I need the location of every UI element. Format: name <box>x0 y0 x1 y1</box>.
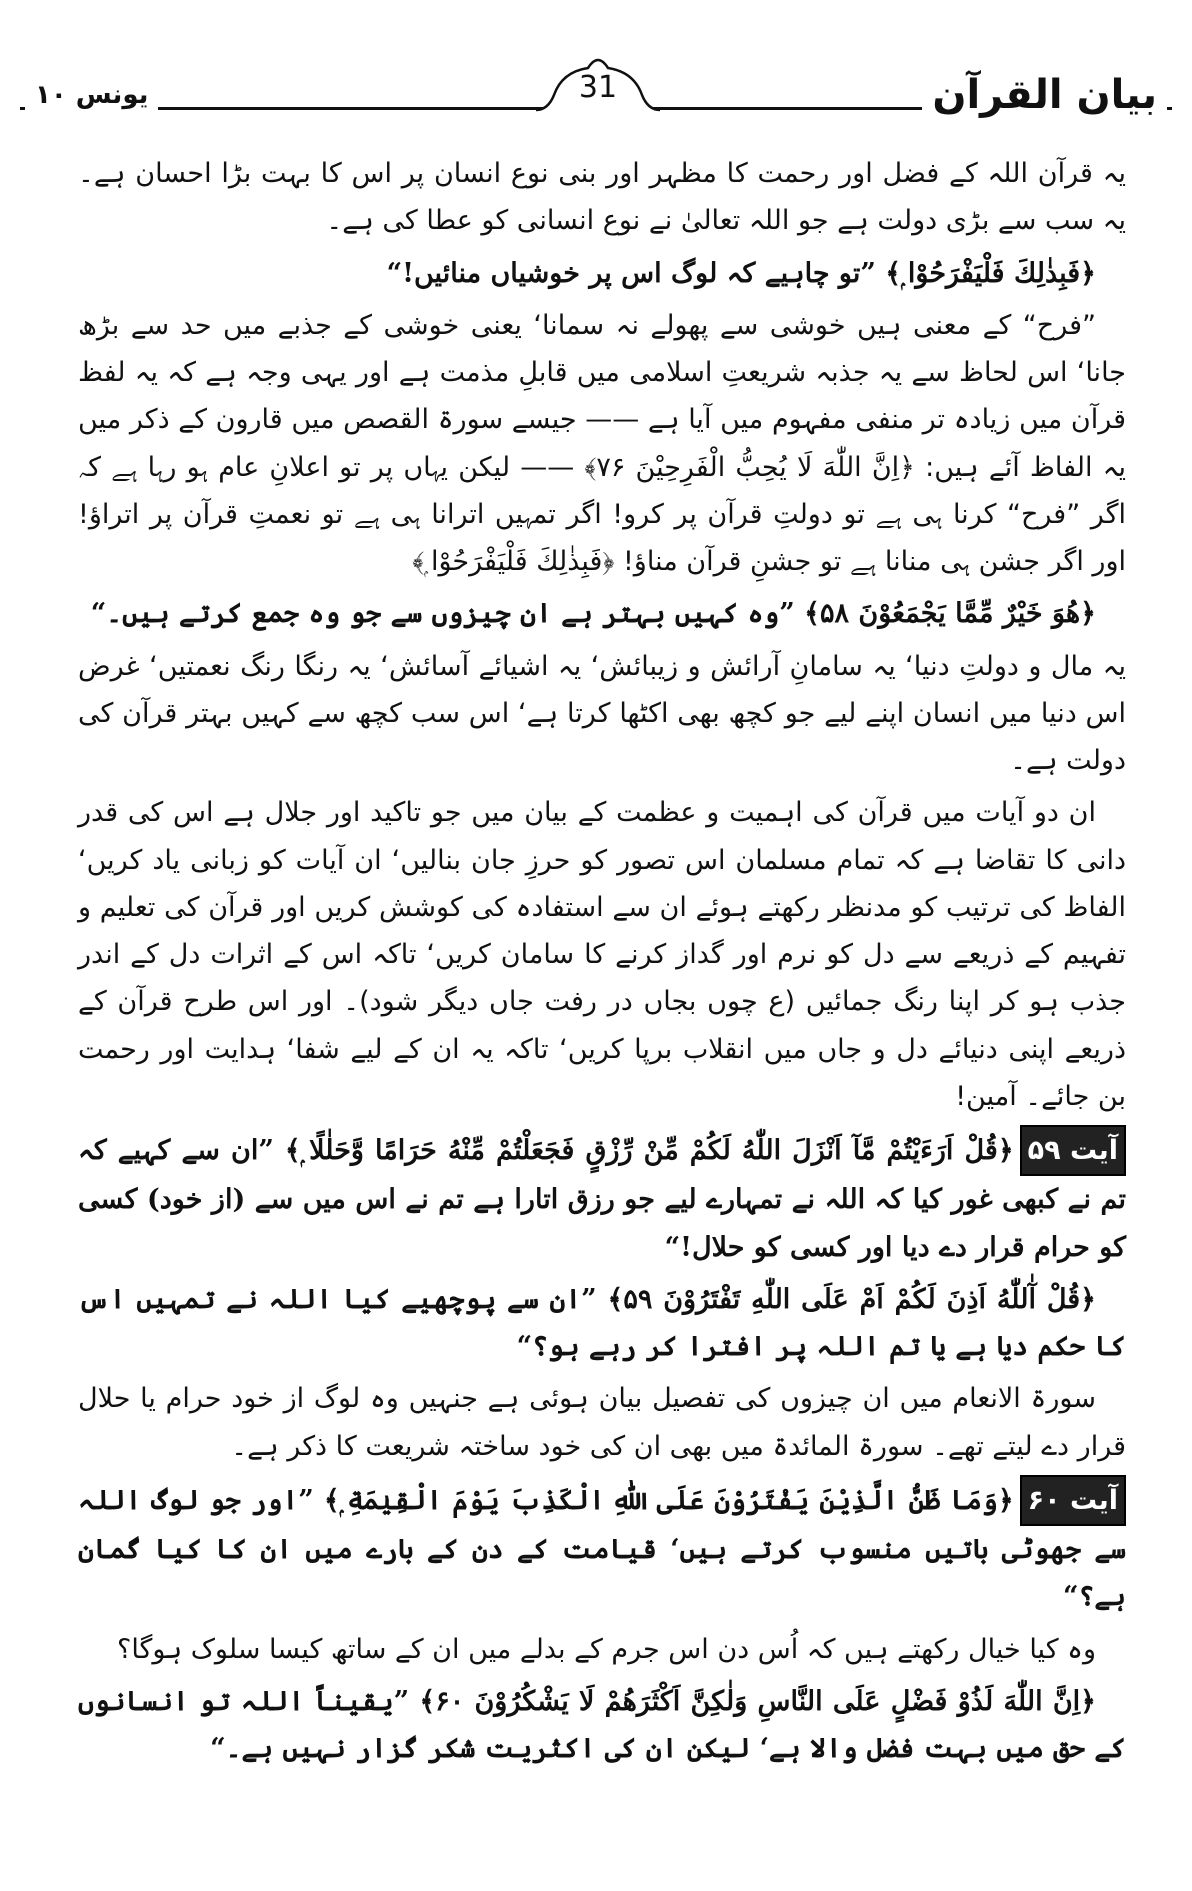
paragraph: سورۃ الانعام میں ان چیزوں کی تفصیل بیان ہوئی ہے جنہیں وہ لوگ از خود حرام یا حلال قرار دے لیتے تھے۔ سورۃ المائدۃ میں بھی ان کی خود ساختہ شریعت کا ذکر ہے۔ <box>78 1383 1126 1462</box>
surah-label: یونس ۱۰ <box>25 65 158 125</box>
ayah-60-block <box>78 1475 1126 1621</box>
quran-verse: ﴿اِنَّ اللّٰهَ لَذُوْ فَضْلٍ عَلَى النَّاسِ وَلٰكِنَّ اَكْثَرَھُمْ لَا يَشْكُرُوْنَ ۶۰﴾ ”یقیناً اللہ تو انسانوں کے حق میں بہت فضل والا ہے‘ لیکن ان کی اکثریت شکر گزار نہیں ہے۔“ <box>78 1685 1126 1764</box>
quran-verse: ﴿هُوَ خَيْرٌ مِّمَّا يَجْمَعُوْنَ ۵۸﴾ ”وہ کہیں بہتر ہے ان چیزوں سے جو وہ جمع کرتے ہیں۔“ <box>90 598 1096 630</box>
paragraph: ”فرح“ کے معنی ہیں خوشی سے پھولے نہ سمانا‘ یعنی خوشی کے جذبے میں حد سے بڑھ جانا‘ اس لحاظ سے یہ جذبہ شریعتِ اسلامی میں قابلِ مذمت ہے اور یہی وجہ ہے کہ یہ لفظ قرآن میں زیادہ تر منفی مفہوم میں آیا ہے —— جیسے سورۃ القصص میں قارون کے ذکر میں یہ الفاظ آئے ہیں: ﴿اِنَّ اللّٰهَ لَا يُحِبُّ الْفَرِحِيْنَ ۷۶﴾ —— لیکن یہاں پر تو اعلانِ عام ہو رہا ہے کہ اگر ”فرح“ کرنا ہی ہے تو دولتِ قرآن پر کرو! اگر تمہیں اترانا ہی ہے تو نعمتِ قرآن پر اتراؤ! اور اگر جشن ہی منانا ہے تو جشنِ قرآن مناؤ! ﴿فَبِذٰلِكَ فَلْيَفْرَحُوْا ۭ﴾ <box>78 309 1126 577</box>
body-text <box>78 150 1126 1851</box>
page-number-badge <box>528 50 668 122</box>
quran-verse: ﴿فَبِذٰلِكَ فَلْيَفْرَحُوْا ۭ﴾ ”تو چاہیے کہ لوگ اس پر خوشیاں منائیں!“ <box>386 257 1096 289</box>
ayah-59-block <box>78 1125 1126 1271</box>
ayah-59-text: ﴿قُلْ اَرَءَيْتُمْ مَّآ اَنْزَلَ اللّٰهُ لَكُمْ مِّنْ رِّزْقٍ فَجَعَلْتُمْ مِّنْهُ حَرَامًا وَّحَلٰلًا ۭ﴾ ”ان سے کہیے کہ تم نے کبھی غور کیا کہ اللہ نے تمہارے لیے جو رزق اتارا ہے تم نے اس میں سے (از خود) کسی کو حرام قرار دے دیا اور کسی کو حلال!“ <box>78 1135 1126 1263</box>
page-number: 31 <box>578 70 618 105</box>
paragraph: وہ کیا خیال رکھتے ہیں کہ اُس دن اس جرم کے بدلے میں ان کے ساتھ کیسا سلوک ہوگا؟ <box>116 1633 1096 1665</box>
paragraph: ان دو آیات میں قرآن کی اہمیت و عظمت کے بیان میں جو تاکید اور جلال ہے اس کی قدر دانی کا تقاضا ہے کہ تمام مسلمان اس تصور کو حرزِ جان بنالیں‘ ان آیات کو زبانی یاد کریں‘ الفاظ کی ترتیب کو مدنظر رکھتے ہوئے ان سے استفادہ کی کوشش کریں اور قرآن کی تعلیم و تفہیم کے ذریعے سے دل کو نرم اور گداز کرنے کا سامان کریں‘ تاکہ اس کے اثرات دل کے اندر جذب ہو کر اپنا رنگ جمائیں (ع چوں بجاں در رفت جاں دیگر شود)۔ اور اس طرح قرآن کے ذریعے اپنی دنیائے دل و جاں میں انقلاب برپا کریں‘ تاکہ یہ ان کے لیے شفا‘ ہدایت اور رحمت بن جائے۔ آمین! <box>78 797 1126 1112</box>
paragraph: یہ قرآن اللہ کے فضل اور رحمت کا مظہر اور بنی نوع انسان پر اس کا بہت بڑا احسان ہے۔ یہ سب سے بڑی دولت ہے جو اللہ تعالیٰ نے نوع انسانی کو عطا کی ہے۔ <box>78 158 1126 237</box>
paragraph: یہ مال و دولتِ دنیا‘ یہ سامانِ آرائش و زیبائش‘ یہ اشیائے آسائش‘ یہ رنگا رنگ نعمتیں‘ غرض اس دنیا میں انسان اپنے لیے جو کچھ بھی اکٹھا کرتا ہے‘ اس سب کچھ سے کہیں بہتر قرآن کی دولت ہے۔ <box>78 650 1126 776</box>
ayah-60-text: ﴿وَمَا ظَنُّ الَّذِيْنَ يَفْتَرُوْنَ عَلَى اللّٰهِ الْكَذِبَ يَوْمَ الْقِيٰمَةِ ۭ﴾ ”اور جو لوگ اللہ سے جھوٹی باتیں منسوب کرتے ہیں‘ قیامت کے دن کے بارے میں ان کا کیا گمان ہے؟“ <box>78 1484 1126 1613</box>
quran-verse: ﴿قُلْ آٰللّٰهُ اَذِنَ لَكُمْ اَمْ عَلَى اللّٰهِ تَفْتَرُوْنَ ۵۹﴾ ”ان سے پوچھیے کیا اللہ نے تمہیں اس کا حکم دیا ہے یا تم اللہ پر افترا کر رہے ہو؟“ <box>78 1283 1126 1362</box>
ayah-60-label: آیت ۶۰ <box>1020 1475 1126 1526</box>
ayah-59-label: آیت ۵۹ <box>1020 1125 1126 1176</box>
book-title: بیان القرآن <box>922 55 1167 135</box>
